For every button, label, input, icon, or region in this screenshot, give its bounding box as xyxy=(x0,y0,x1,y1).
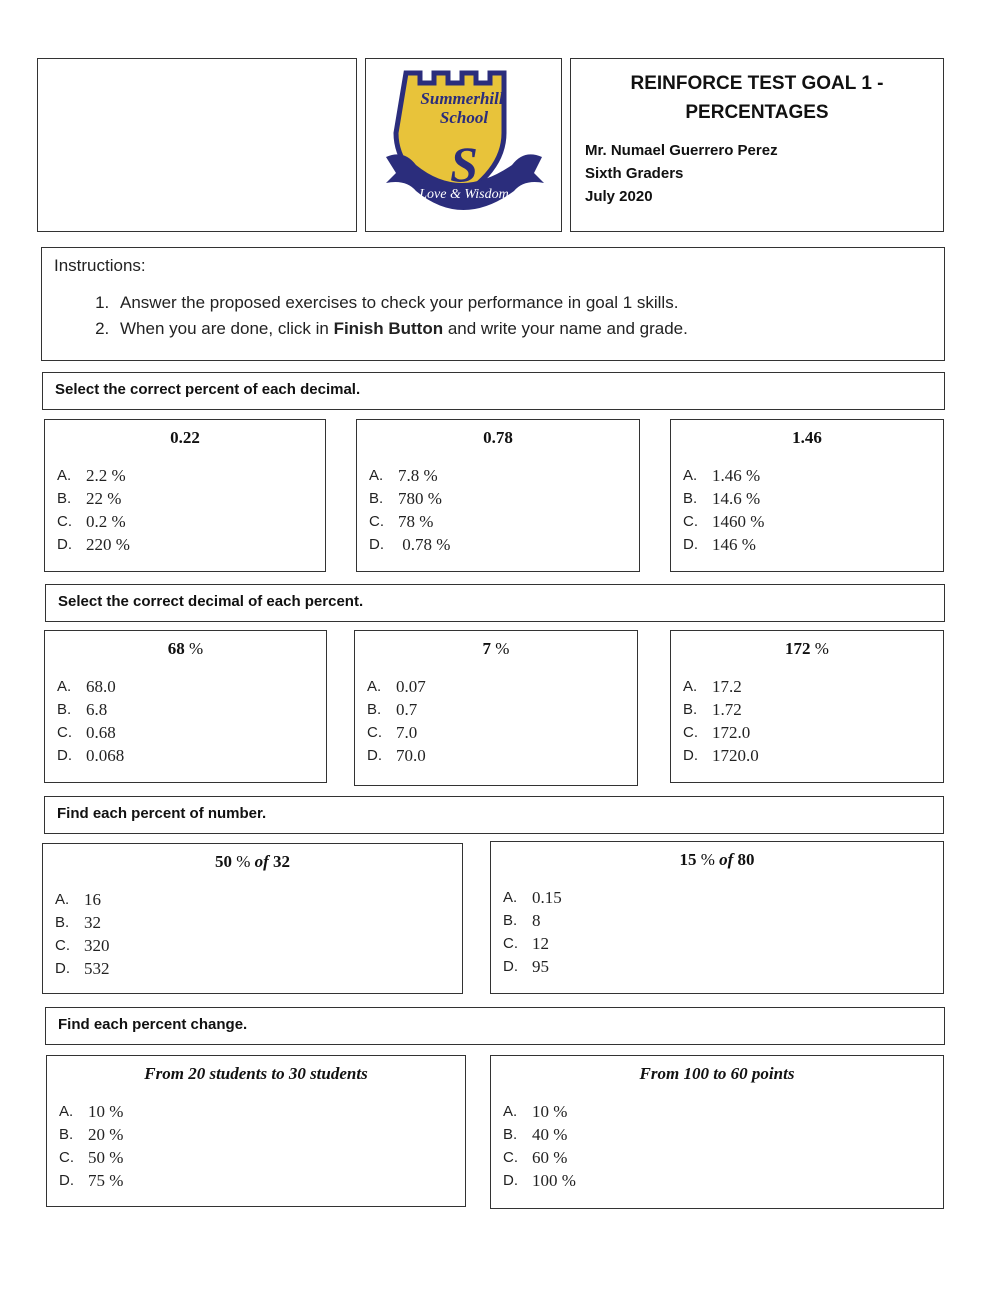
answer-options xyxy=(47,1100,465,1192)
answer-option[interactable]: D. 70.0 xyxy=(367,746,426,765)
question-card[interactable] xyxy=(44,419,326,572)
answer-option[interactable]: D. 75 % xyxy=(59,1171,124,1190)
date-label: July 2020 xyxy=(585,188,653,205)
answer-option[interactable]: D. 100 % xyxy=(503,1171,576,1190)
answer-option[interactable]: B. 20 % xyxy=(59,1125,124,1144)
answer-options xyxy=(671,464,943,556)
answer-option[interactable]: B. 0.7 xyxy=(367,700,418,719)
finish-button-mention: Finish Button xyxy=(333,319,444,338)
answer-options xyxy=(357,464,639,556)
answer-option[interactable]: C. 50 % xyxy=(59,1148,124,1167)
question-card[interactable] xyxy=(670,419,944,572)
answer-option[interactable]: A. 68.0 xyxy=(57,677,116,696)
section-heading: Select the correct decimal of each percent. xyxy=(45,584,945,622)
question-title: 1.46 xyxy=(792,428,822,447)
answer-options xyxy=(671,675,943,767)
answer-option[interactable]: C. 0.2 % xyxy=(57,512,126,531)
logo-text-school: School xyxy=(439,108,489,127)
answer-option[interactable]: C. 78 % xyxy=(369,512,434,531)
answer-options xyxy=(491,886,943,978)
instruction-item: 2. When you are done, click in Finish Button and write your name and grade. xyxy=(114,316,932,342)
answer-option[interactable]: D. 0.78 % xyxy=(369,535,451,554)
instruction-item: 1. Answer the proposed exercises to check your performance in goal 1 skills. xyxy=(114,290,932,316)
answer-options xyxy=(45,675,326,767)
question-title: From 20 students to 30 students xyxy=(144,1064,368,1083)
teacher-name: Mr. Numael Guerrero Perez xyxy=(585,142,778,159)
answer-option[interactable]: C. 172.0 xyxy=(683,723,751,742)
instructions-box xyxy=(41,247,945,361)
answer-option[interactable]: A. 16 xyxy=(55,890,101,909)
logo-ribbon-text: Love & Wisdom xyxy=(419,187,509,202)
instructions-label: Instructions: xyxy=(54,256,146,275)
instructions-list xyxy=(54,290,932,342)
question-title: 172 % xyxy=(785,639,829,658)
answer-option[interactable]: B. 6.8 xyxy=(57,700,108,719)
question-card[interactable] xyxy=(42,843,463,994)
answer-option[interactable]: C. 60 % xyxy=(503,1148,568,1167)
answer-option[interactable]: D. 0.068 xyxy=(57,746,125,765)
page-title: REINFORCE TEST GOAL 1 - PERCENTAGES xyxy=(630,73,884,123)
logo-monogram: S xyxy=(450,136,478,192)
answer-options xyxy=(491,1100,943,1192)
answer-option[interactable]: D. 146 % xyxy=(683,535,756,554)
question-card[interactable] xyxy=(490,1055,944,1209)
answer-option[interactable]: B. 32 xyxy=(55,913,101,932)
question-card[interactable] xyxy=(354,630,638,786)
answer-option[interactable]: B. 40 % xyxy=(503,1125,568,1144)
question-card[interactable] xyxy=(44,630,327,783)
answer-option[interactable]: B. 14.6 % xyxy=(683,489,761,508)
answer-option[interactable]: A. 0.07 xyxy=(367,677,426,696)
answer-option[interactable]: B. 8 xyxy=(503,911,541,930)
answer-option[interactable]: C. 0.68 xyxy=(57,723,116,742)
question-title: 15 % of 80 xyxy=(679,850,755,869)
question-card[interactable] xyxy=(490,841,944,994)
section-heading: Find each percent of number. xyxy=(44,796,944,834)
answer-options xyxy=(45,464,325,556)
header-meta xyxy=(583,139,931,208)
question-title: 7 % xyxy=(482,639,510,658)
answer-option[interactable]: D. 532 xyxy=(55,959,110,978)
answer-options xyxy=(43,888,462,980)
blank-header-box xyxy=(37,58,357,232)
answer-option[interactable]: A. 1.46 % xyxy=(683,466,761,485)
logo-text-summerhill: Summerhill xyxy=(420,89,504,108)
answer-option[interactable]: B. 780 % xyxy=(369,489,442,508)
title-box xyxy=(570,58,944,232)
school-crest-logo xyxy=(366,59,561,231)
answer-option[interactable]: B. 1.72 xyxy=(683,700,742,719)
answer-option[interactable]: A. 10 % xyxy=(503,1102,568,1121)
answer-option[interactable]: D. 220 % xyxy=(57,535,130,554)
answer-option[interactable]: A. 7.8 % xyxy=(369,466,438,485)
question-card[interactable] xyxy=(670,630,944,783)
answer-option[interactable]: A. 0.15 xyxy=(503,888,562,907)
question-title: 0.22 xyxy=(170,428,200,447)
section-heading: Select the correct percent of each decimal. xyxy=(42,372,945,410)
answer-option[interactable]: C. 1460 % xyxy=(683,512,765,531)
answer-option[interactable]: A. 17.2 xyxy=(683,677,742,696)
answer-option[interactable]: B. 22 % xyxy=(57,489,122,508)
answer-option[interactable]: A. 2.2 % xyxy=(57,466,126,485)
answer-option[interactable]: C. 320 xyxy=(55,936,110,955)
question-card[interactable] xyxy=(356,419,640,572)
question-title: 68 % xyxy=(167,639,204,658)
grade-label: Sixth Graders xyxy=(585,165,684,182)
question-title: 50 % of 32 xyxy=(214,852,291,871)
answer-option[interactable]: A. 10 % xyxy=(59,1102,124,1121)
answer-options xyxy=(355,675,637,767)
section-heading: Find each percent change. xyxy=(45,1007,945,1045)
question-title: 0.78 xyxy=(483,428,513,447)
answer-option[interactable]: C. 12 xyxy=(503,934,549,953)
answer-option[interactable]: C. 7.0 xyxy=(367,723,418,742)
logo-box xyxy=(365,58,562,232)
question-title: From 100 to 60 points xyxy=(639,1064,795,1083)
answer-option[interactable]: D. 1720.0 xyxy=(683,746,759,765)
answer-option[interactable]: D. 95 xyxy=(503,957,549,976)
question-card[interactable] xyxy=(46,1055,466,1207)
